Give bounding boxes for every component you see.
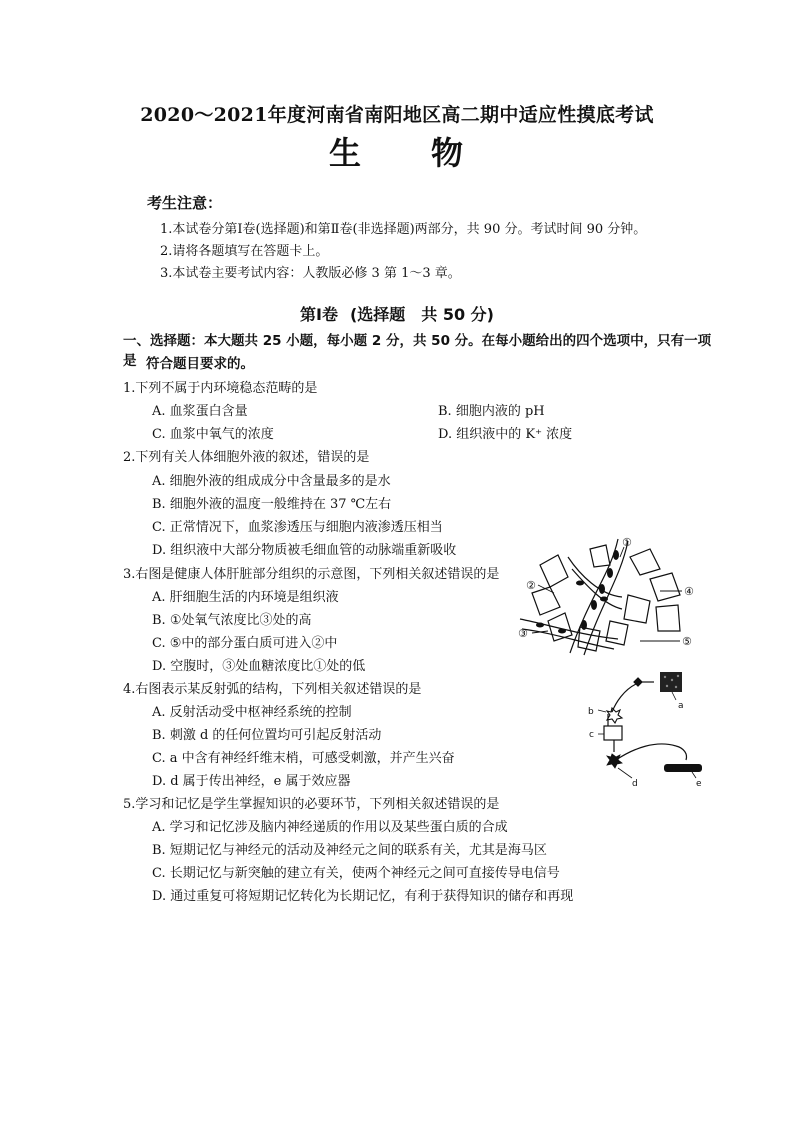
- question-1-option-c: C. 血浆中氧气的浓度: [152, 427, 274, 442]
- question-3-option-d: D. 空腹时，③处血糖浓度比①处的低: [152, 659, 366, 674]
- reflex-label-e: e: [696, 779, 702, 788]
- question-4-option-c: C. a 中含有神经纤维末梢，可感受刺激，并产生兴奋: [152, 751, 455, 766]
- question-2-option-c: C. 正常情况下，血浆渗透压与细胞内液渗透压相当: [152, 520, 443, 535]
- question-2-option-b: B. 细胞外液的温度一般维持在 37 ℃左右: [152, 497, 392, 512]
- liver-label-1: ①: [622, 536, 632, 549]
- question-4-option-a: A. 反射活动受中枢神经系统的控制: [152, 705, 352, 720]
- instructions-line-1: 一、选择题：本大题共 25 小题，每小题 2 分，共 50 分。在每小题给出的四个选项中，只有一项是: [123, 333, 712, 369]
- liver-label-3: ③: [518, 627, 528, 640]
- question-4-option-b: B. 刺激 d 的任何位置均可引起反射活动: [152, 728, 382, 743]
- reflex-label-c: c: [589, 730, 594, 740]
- question-2-option-d: D. 组织液中大部分物质被毛细血管的动脉端重新吸收: [152, 543, 457, 558]
- question-2-stem: 2.下列有关人体细胞外液的叙述，错误的是: [123, 450, 370, 465]
- exam-title: 2020～2021年度河南省南阳地区高二期中适应性摸底考试: [140, 104, 654, 126]
- question-5-option-d: D. 通过重复可将短期记忆转化为长期记忆，有利于获得知识的储存和再现: [152, 889, 574, 904]
- notice-item: 2.请将各题填写在答题卡上。: [160, 244, 329, 259]
- question-1-option-b: B. 细胞内液的 pH: [438, 404, 545, 419]
- reflex-label-b: b: [588, 707, 594, 717]
- notice-item: 1.本试卷分第Ⅰ卷(选择题)和第Ⅱ卷(非选择题)两部分，共 90 分。考试时间 90 分钟。: [160, 222, 647, 237]
- question-3-option-b: B. ①处氧气浓度比③处的高: [152, 613, 312, 628]
- question-1-stem: 1.下列不属于内环境稳态范畴的是: [123, 381, 318, 396]
- question-3-option-a: A. 肝细胞生活的内环境是组织液: [152, 590, 339, 605]
- reflex-label-a: a: [678, 701, 684, 711]
- liver-tissue-figure: [510, 535, 710, 657]
- section-part: 第Ⅰ卷: [299, 305, 338, 324]
- liver-label-4: ④: [684, 585, 694, 598]
- question-3-option-c: C. ⑤中的部分蛋白质可进入②中: [152, 636, 338, 651]
- question-5-option-b: B. 短期记忆与神经元的活动及神经元之间的联系有关，尤其是海马区: [152, 843, 547, 858]
- notice-item: 3.本试卷主要考试内容：人教版必修 3 第 1～3 章。: [160, 266, 461, 281]
- reflex-arc-figure: [580, 668, 710, 788]
- question-1-option-a: A. 血浆蛋白含量: [152, 404, 248, 419]
- liver-label-5: ⑤: [682, 635, 692, 648]
- subject-char-2: 物: [431, 134, 466, 172]
- question-3-stem: 3.右图是健康人体肝脏部分组织的示意图，下列相关叙述错误的是: [123, 567, 500, 582]
- instructions-line-2: 符合题目要求的。: [146, 356, 254, 372]
- notice-heading: 考生注意：: [147, 194, 223, 212]
- subject-char-1: 生: [328, 134, 363, 172]
- question-2-option-a: A. 细胞外液的组成成分中含量最多的是水: [152, 474, 391, 489]
- reflex-label-d: d: [632, 779, 638, 788]
- question-5-option-a: A. 学习和记忆涉及脑内神经递质的作用以及某些蛋白质的合成: [152, 820, 508, 835]
- question-1-option-d: D. 组织液中的 K⁺ 浓度: [438, 427, 573, 442]
- question-4-option-d: D. d 属于传出神经，e 属于效应器: [152, 774, 351, 789]
- liver-label-2: ②: [526, 579, 536, 592]
- question-5-option-c: C. 长期记忆与新突触的建立有关，使两个神经元之间可直接传导电信号: [152, 866, 560, 881]
- section-heading: [0, 302, 794, 325]
- question-4-stem: 4.右图表示某反射弧的结构，下列相关叙述错误的是: [123, 682, 422, 697]
- section-desc: (选择题 共 50 分): [349, 305, 494, 324]
- subject-title: [0, 128, 794, 174]
- question-5-stem: 5.学习和记忆是学生掌握知识的必要环节，下列相关叙述错误的是: [123, 797, 500, 812]
